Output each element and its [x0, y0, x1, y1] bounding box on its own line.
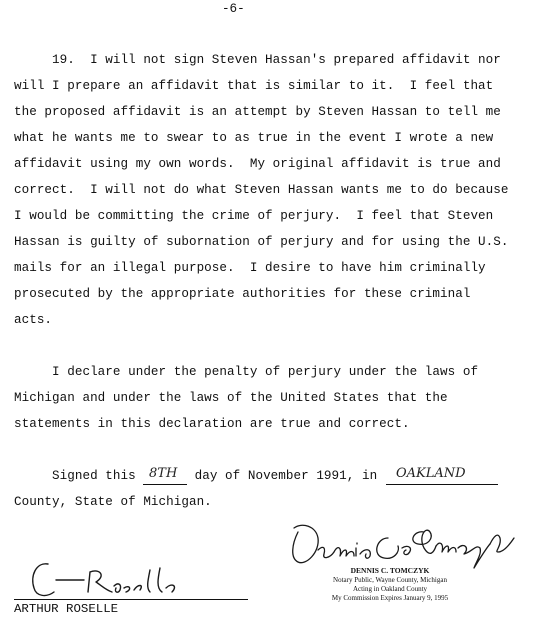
paragraph-19-line: affidavit using my own words. My original affidavit is true and	[14, 157, 501, 171]
paragraph-19-line: I would be committing the crime of perjury. I feel that Steven	[14, 209, 494, 223]
page-number: -6-	[222, 2, 245, 16]
notary-expires: My Commission Expires January 9, 1995	[331, 594, 449, 602]
paragraph-19-line: Hassan is guilty of subornation of perjury and for using the U.S.	[14, 235, 509, 249]
signed-line-middle: day of November 1991, in	[187, 469, 385, 483]
signed-place-value: OAKLAND	[396, 466, 466, 481]
paragraph-19-line: the proposed affidavit is an attempt by Steven Hassan to tell me	[14, 105, 501, 119]
signer-name: ARTHUR ROSELLE	[14, 602, 119, 616]
notary-acting: Acting in Oakland County	[352, 585, 428, 593]
declaration-line: I declare under the penalty of perjury under the laws of	[14, 365, 479, 379]
notary-name: DENNIS C. TOMCZYK	[350, 566, 430, 575]
paragraph-19-line: what he wants me to swear to as true in the event I wrote a new	[14, 131, 494, 145]
declaration-line: Michigan and under the laws of the United States that the	[14, 391, 448, 405]
paragraph-19-line: prosecuted by the appropriate authorities for these criminal	[14, 287, 471, 301]
paragraph-19-line: 19. I will not sign Steven Hassan's prepared affidavit nor	[14, 53, 501, 67]
declaration-line: statements in this declaration are true and correct.	[14, 417, 410, 431]
day-underline	[143, 484, 187, 485]
paragraph-19-line: acts.	[14, 313, 53, 327]
signer-signature	[26, 556, 186, 602]
signed-day-value: 8TH	[149, 466, 178, 481]
signature-line	[14, 599, 248, 600]
notary-title: Notary Public, Wayne County, Michigan	[333, 576, 447, 584]
notary-signature	[284, 508, 524, 570]
paragraph-19-line: mails for an illegal purpose. I desire to have him criminally	[14, 261, 486, 275]
signed-line-county: County, State of Michigan.	[14, 495, 212, 509]
paragraph-19-line: correct. I will not do what Steven Hassan wants me to do because	[14, 183, 509, 197]
place-underline	[386, 484, 498, 485]
paragraph-19-line: will I prepare an affidavit that is similar to it. I feel that	[14, 79, 494, 93]
signed-line-prefix: Signed this	[14, 469, 144, 483]
